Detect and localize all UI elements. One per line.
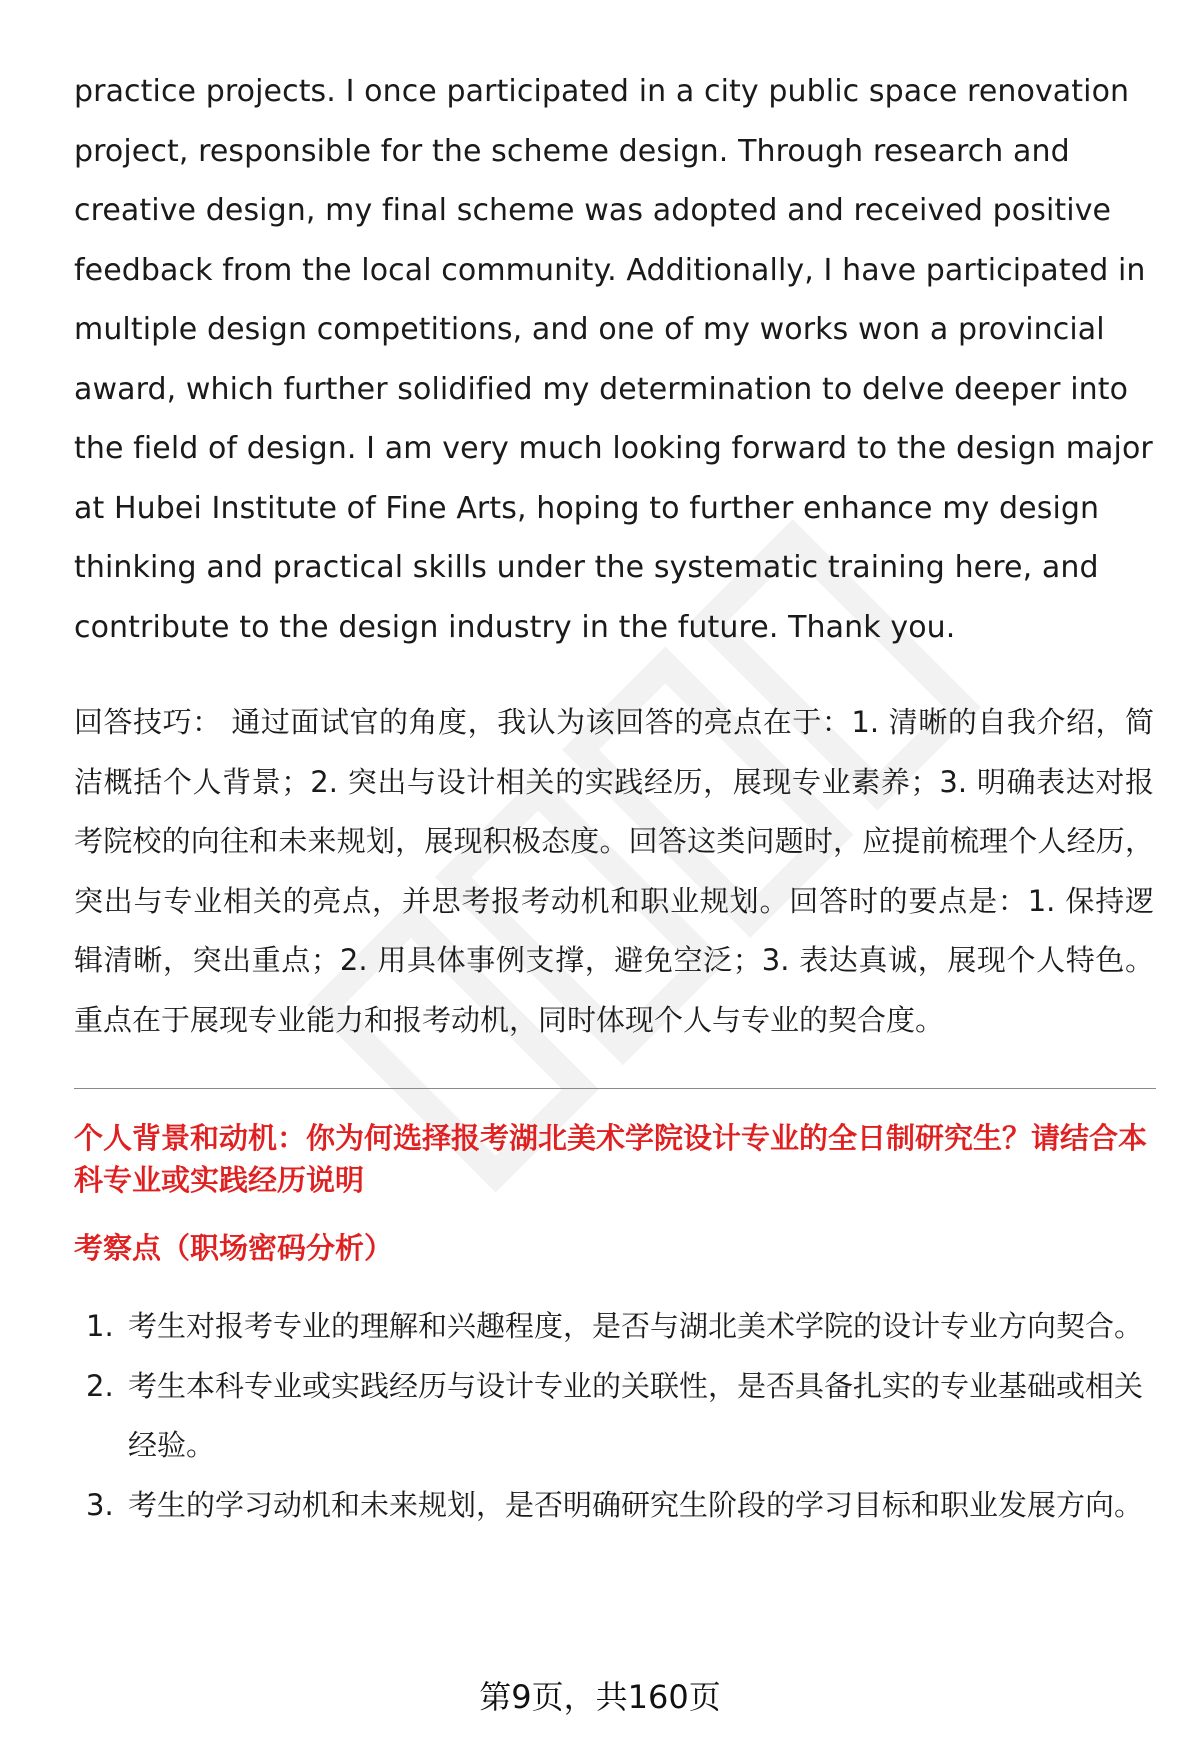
question-heading: 个人背景和动机：你为何选择报考湖北美术学院设计专业的全日制研究生？请结合本科专业或实践经历说明 [74, 1121, 1148, 1197]
list-item-text: 考生本科专业或实践经历与设计专业的关联性，是否具备扎实的专业基础或相关经验。 [128, 1368, 1144, 1462]
list-item-number: 2. [86, 1368, 114, 1403]
assessment-points-list [74, 1297, 1154, 1535]
page-number-footer: 第9页，共160页 [479, 1678, 721, 1716]
english-answer-paragraph: practice projects. I once participated in a city public space renovation project, responsible for the scheme design. Through research and creative design, my final scheme was adopted and received positive feedback from the local community. Additionally, I have participated in multiple design competitions, and one of my works won a provincial award, which further solidified my determination to delve deeper into the field of design. I am very much looking forward to the design major at Hubei Institute of Fine Arts, hoping to further enhance my design thinking and practical skills under the systematic training here, and contribute to the design industry in the future. Thank you. [74, 74, 1153, 645]
list-item [74, 1297, 1154, 1357]
assessment-subheading: 考察点（职场密码分析） [74, 1231, 394, 1265]
list-item-text: 考生的学习动机和未来规划，是否明确研究生阶段的学习目标和职业发展方向。 [128, 1487, 1144, 1522]
list-item [74, 1357, 1154, 1476]
list-item-number: 1. [86, 1309, 114, 1343]
list-item [74, 1476, 1154, 1536]
document-page [74, 62, 1154, 1535]
answer-tips-paragraph: 回答技巧： 通过面试官的角度，我认为该回答的亮点在于：1. 清晰的自我介绍，简洁概括个人背景；2. 突出与设计相关的实践经历，展现专业素养；3. 明确表达对报考院校的向往和未来规划，展现积极态度。回答这类问题时，应提前梳理个人经历，突出与专业相关的亮点，并思考报考动机和职业规划。回答时的要点是：1. 保持逻辑清晰，突出重点；2. 用具体事例支撑，避免空泛；3. 表达真诚，展现个人特色。重点在于展现专业能力和报考动机，同时体现个人与专业的契合度。 [74, 705, 1154, 1037]
list-item-text: 考生对报考专业的理解和兴趣程度，是否与湖北美术学院的设计专业方向契合。 [128, 1309, 1144, 1343]
section-divider [74, 1088, 1156, 1089]
list-item-number: 3. [86, 1487, 114, 1522]
